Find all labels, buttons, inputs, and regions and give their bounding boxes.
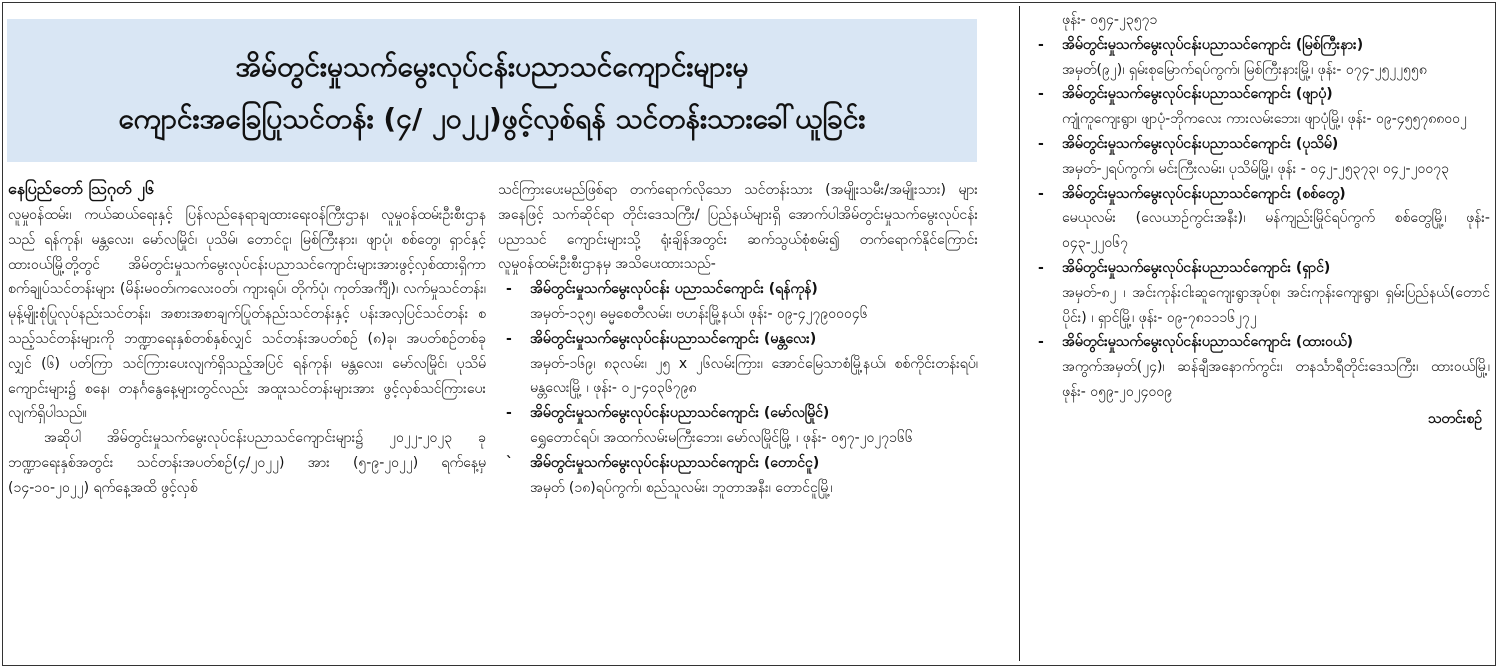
school-name: အိမ်တွင်းမှုသက်မွေးလုပ်ငန်းပညာသင်ကျောင်း (မော်လမြိုင်) [530,405,830,422]
school-name: အိမ်တွင်းမှုသက်မွေးလုပ်ငန်းပညာသင်ကျောင်း (စစ်တွေ) [1062,185,1346,202]
school-address: အမှတ်-၁၃၅၊ ဓမ္မစေတီလမ်း၊ ဗဟန်းမြို့နယ်၊ ဖုန်း- ၀၉-၄၂၇၉၀၀၀၄၆ [530,305,868,322]
dateline: နေပြည်တော် ဩဂုတ် ၂၆ [8,179,154,198]
entry-dash: - [506,405,512,422]
headline-line-2: ကျောင်းအခြေပြုသင်တန်း (၄/ ၂၀၂၂)ဖွင့်လှစ်ရန် သင်တန်းသားခေါ်ယူခြင်း [118,102,866,135]
entry-dash: - [1038,86,1044,103]
school-name: အိမ်တွင်းမှုသက်မွေးလုပ်ငန်းပညာသင်ကျောင်း (ရှာင်) [1062,259,1331,276]
school-address: အမှတ်-၁၆၉၊ ၈၃လမ်း၊ ၂၅ x ၂၆လမ်းကြား၊ အောင်မြေသာစံမြို့နယ်၊ စစ်ကိုင်းတန်းရပ်၊ မန္တလေးမြို့ ၊ ဖုန်း- ၀၂-၄၀၃၆၇၉၈ [530,355,978,397]
school-address: ကျုံကူကျေးရွာ၊ ဖျာပုံ-ဘိုကလေး ကားလမ်းဘေး၊ ဖျာပုံမြို့၊ ဖုန်း- ၀၉-၄၅၅၇၈၈၀၀၂ [1062,111,1467,128]
school-entry [1030,330,1490,404]
body-paragraph-3: သင်ကြားပေးမည်ဖြစ်ရာ တက်ရောက်လိုသော သင်တန်းသား (အမျိုးသမီး/အမျိုးသား) များအနေဖြင့် သက်ဆိုင်ရာ တိုင်းဒေသကြီး/ ပြည်နယ်များရှိ အောက်ပါအိမ်တွင်းမှုသက်မွေးလုပ်ငန်းပညာသင် ကျောင်းများသို့ ရုံးချိန်အတွင်း ဆက်သွယ်စုံစမ်း၍ တက်ရောက်နိုင်ကြောင်း လူမှုဝန်ထမ်းဦးစီးဌာနမှ အသိပေးထားသည်- [498,182,978,273]
school-address: အမှတ်(၉၂)၊ ရှမ်းစုမြောက်ရပ်ကွက်၊ မြစ်ကြီးနားမြို့၊ ဖုန်း- ၀၇၄-၂၅၂၂၅၅၈ [1062,61,1427,78]
school-entry [1030,132,1490,182]
school-address: အကွက်အမှတ်(၂၄)၊ ဆန်ချီအနောက်ကွင်း၊ တနင်္သာရီတိုင်းဒေသကြီး၊ ထားဝယ်မြို့၊ ဖုန်း- ၀၅၉-၂၀၂၄၀၀၉ [1062,359,1490,400]
school-address: အမှတ်-၂ရပ်ကွက်၊ မင်းကြီးလမ်း၊ ပုသိမ်မြို့၊ ဖုန်း - ၀၄၂-၂၅၃၇၃၊ ၀၄၂-၂၀၀၇၃ [1062,160,1449,177]
school-address: မေယုလမ်း (လေယာဉ်ကွင်းအနီး)၊ မန်ကျည်းမြိုင်ရပ်ကွက် စစ်တွေမြို့၊ ဖုန်း- ၀၄၃-၂၂၀၆၇ [1062,210,1490,252]
school-address: ရွှေတောင်ရပ်၊ အထက်လမ်းမကြီးဘေး၊ မော်လမြိုင်မြို့ ၊ ဖုန်း- ၀၅၇-၂၀၂၇၁၆၆ [530,429,913,446]
article-column-2 [498,178,978,500]
article-column-3 [1030,8,1490,432]
entry-dash: - [1038,135,1044,152]
school-name: အိမ်တွင်းမှုသက်မွေးလုပ်ငန်းပညာသင်ကျောင်း (မြစ်ကြီးနား) [1062,36,1364,53]
continued-phone: ဖုန်း- ၀၅၄-၂၃၅၇၁ [1062,12,1158,28]
school-entry [1030,182,1490,256]
headline-line-1: အိမ်တွင်းမှုသက်မွေးလုပ်ငန်းပညာသင်ကျောင်းများမှ [235,50,749,83]
school-entry [1030,256,1490,330]
school-entry [498,401,978,451]
school-address: အမှတ်-၈၂ ၊ အင်းကုန်းငါးဆူကျေးရွာအုပ်စု၊ အင်းကုန်းကျေးရွာ၊ ရှမ်းပြည်နယ်(တောင်ပိုင်း) ၊ ရှာင်မြို့၊ ဖုန်း- ၀၉-၇၈၁၁၁၆၂၇၂ [1062,284,1490,326]
body-paragraph-2: အဆိုပါ အိမ်တွင်းမှုသက်မွေးလုပ်ငန်းပညာသင်ကျောင်းများ၌ ၂၀၂၂-၂၀၂၃ ခု ဘဏ္ဍာရေးနှစ်အတွင်း သင်တန်းအပတ်စဉ်(၄/၂၀၂၂) အား (၅-၉-၂၀၂၂) ရက်နေ့မှ (၁၄-၁၀-၂၀၂၂) ရက်နေ့အထိ ဖွင့်လှစ် [8,430,486,496]
school-name: အိမ်တွင်းမှုသက်မွေးလုပ်ငန်းပညာသင်ကျောင်း (ဖျာပုံ) [1062,86,1333,103]
school-name: အိမ်တွင်းမှုသက်မွေးလုပ်ငန်းပညာသင်ကျောင်း (တောင်ငူ) [530,454,820,471]
entry-dash: - [1038,185,1044,202]
school-entry [498,277,978,327]
school-entry [1030,82,1490,132]
school-entry [498,327,978,401]
entry-dash: - [1038,259,1044,276]
school-name: အိမ်တွင်းမှုသက်မွေးလုပ်ငန်း ပညာသင်ကျောင်း (ရန်ကုန်) [530,281,818,298]
entry-dash: - [1038,334,1044,351]
entry-dash: ` [506,454,513,471]
school-name: အိမ်တွင်းမှုသက်မွေးလုပ်ငန်းပညာသင်ကျောင်း (ထားဝယ်) [1062,334,1353,351]
school-address: အမှတ် (၁၈)ရပ်ကွက်၊ စည်သူလမ်း၊ ဘူတာအနီး၊ တောင်ငူမြို့၊ [530,479,833,496]
school-name: အိမ်တွင်းမှုသက်မွေးလုပ်ငန်းပညာသင်ကျောင်း (မန္တလေး) [530,330,817,347]
entry-dash: - [506,281,512,298]
article-column-1 [8,203,486,501]
entry-dash: - [1038,36,1044,53]
headline-box [7,19,977,162]
column-divider [1019,6,1020,661]
school-entry [1030,33,1490,83]
school-entry [498,451,978,501]
body-paragraph-1: လူမှုဝန်ထမ်း၊ ကယ်ဆယ်ရေးနှင့် ပြန်လည်နေရာချထားရေးဝန်ကြီးဌာန၊ လူမှုဝန်ထမ်းဦးစီးဌာနသည် ရန်ကုန်၊ မန္တလေး၊ မော်လမြိုင်၊ ပုသိမ်၊ တောင်ငူ၊ မြစ်ကြီးနား၊ ဖျာပုံ၊ စစ်တွေ၊ ရှာင်နှင့် ထားဝယ်မြို့တို့တွင် အိမ်တွင်းမှုသက်မွေးလုပ်ငန်းပညာသင်ကျောင်းများအားဖွင့်လှစ်ထားရှိကာ စက်ချုပ်သင်တန်းများ (မိန်းမဝတ်၊ကလေးဝတ်၊ ကျားရုပ်၊ တိုက်ပုံ၊ ကုတ်အင်္ကျီ)၊ လက်မှုသင်တန်း၊ မုန့်မျိုးစုံပြုလုပ်နည်းသင်တန်း၊ အစားအစာချက်ပြုတ်နည်းသင်တန်းနှင့် ပန်းအလှပြင်သင်တန်း စသည့်သင်တန်းများကို ဘဏ္ဍာရေးနှစ်တစ်နှစ်လျှင် သင်တန်းအပတ်စဉ် (၈)ခု၊ အပတ်စဉ်တစ်ခုလျှင် (၆) ပတ်ကြာ သင်ကြားပေးလျက်ရှိသည့်အပြင် ရန်ကုန်၊ မန္တလေး၊ မော်လမြိုင်၊ ပုသိမ်ကျောင်းများ၌ စနေ၊ တနင်္ဂနွေနေ့များတွင်လည်း အထူးသင်တန်းများအား ဖွင့်လှစ်သင်ကြားပေးလျက်ရှိပါသည်။ [8,207,486,422]
signature: သတင်းစဉ် [1427,410,1482,427]
entry-dash: - [506,330,512,347]
school-name: အိမ်တွင်းမှုသက်မွေးလုပ်ငန်းပညာသင်ကျောင်း (ပုသိမ်) [1062,135,1339,152]
